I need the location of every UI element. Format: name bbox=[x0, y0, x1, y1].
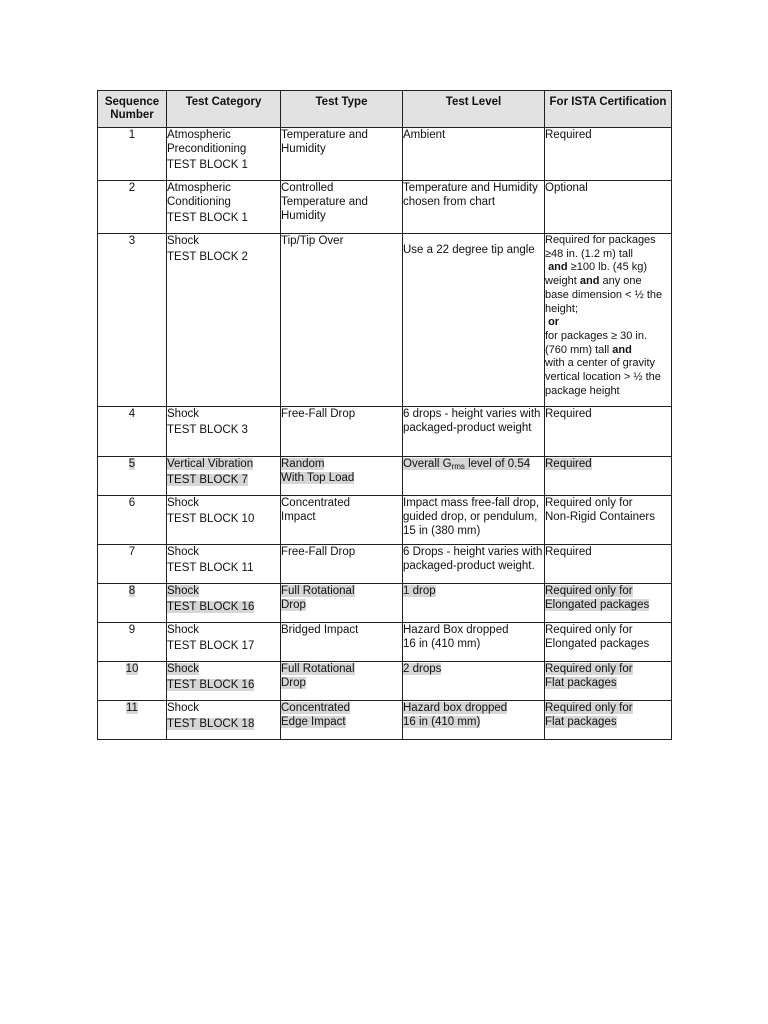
cell-type: Full Rotational Drop bbox=[281, 662, 403, 701]
cell-sequence: 11 bbox=[98, 701, 167, 740]
cell-category: Atmospheric Conditioning TEST BLOCK 1 bbox=[167, 181, 281, 234]
table-row bbox=[98, 496, 672, 545]
cell-certification: Required for packages ≥48 in. (1.2 m) tall and ≥100 lb. (45 kg) weight and any one base dimension < ½ the height; or for packages ≥ 30 in. (760 mm) tall and with a center of gravity vertical location > ½ the package height bbox=[545, 234, 672, 407]
cell-type: Full Rotational Drop bbox=[281, 584, 403, 623]
ista-test-sequence-table bbox=[97, 90, 672, 740]
cell-type: Controlled Temperature and Humidity bbox=[281, 181, 403, 234]
cell-category: Shock TEST BLOCK 10 bbox=[167, 496, 281, 545]
cell-type: Bridged Impact bbox=[281, 623, 403, 662]
cell-certification: Optional bbox=[545, 181, 672, 234]
cell-category: Shock TEST BLOCK 17 bbox=[167, 623, 281, 662]
cell-type: Free-Fall Drop bbox=[281, 545, 403, 584]
cell-type: Tip/Tip Over bbox=[281, 234, 403, 407]
cell-category: Vertical Vibration TEST BLOCK 7 bbox=[167, 457, 281, 496]
cell-sequence: 5 bbox=[98, 457, 167, 496]
header-ista-certification: For ISTA Certification bbox=[545, 91, 672, 128]
table-row bbox=[98, 181, 672, 234]
header-test-category: Test Category bbox=[167, 91, 281, 128]
cell-certification: Required only for Flat packages bbox=[545, 662, 672, 701]
cell-category: Shock TEST BLOCK 16 bbox=[167, 584, 281, 623]
table-row bbox=[98, 234, 672, 407]
table-row bbox=[98, 623, 672, 662]
cell-level: Overall $G_{rms}$ level of 0.54 bbox=[403, 457, 545, 496]
cell-level: Ambient bbox=[403, 128, 545, 181]
table-row bbox=[98, 584, 672, 623]
cell-sequence: 2 bbox=[98, 181, 167, 234]
table-row bbox=[98, 128, 672, 181]
cell-level: 1 drop bbox=[403, 584, 545, 623]
cell-sequence: 7 bbox=[98, 545, 167, 584]
cell-level: 6 drops - height varies with packaged-product weight bbox=[403, 407, 545, 457]
cell-certification: Required only for Non-Rigid Containers bbox=[545, 496, 672, 545]
cell-type: Free-Fall Drop bbox=[281, 407, 403, 457]
cell-type: Temperature and Humidity bbox=[281, 128, 403, 181]
header-sequence-number: Sequence Number bbox=[98, 91, 167, 128]
cell-level: Hazard Box dropped 16 in (410 mm) bbox=[403, 623, 545, 662]
cell-certification: Required only for Flat packages bbox=[545, 701, 672, 740]
cell-level: Impact mass free-fall drop, guided drop, or pendulum, 15 in (380 mm) bbox=[403, 496, 545, 545]
cell-sequence: 4 bbox=[98, 407, 167, 457]
cell-sequence: 1 bbox=[98, 128, 167, 181]
cell-sequence: 3 bbox=[98, 234, 167, 407]
cell-level: Temperature and Humidity chosen from chart bbox=[403, 181, 545, 234]
table-row bbox=[98, 701, 672, 740]
cell-category: Shock TEST BLOCK 11 bbox=[167, 545, 281, 584]
cell-sequence: 8 bbox=[98, 584, 167, 623]
table-header-row bbox=[98, 91, 672, 128]
cell-certification: Required bbox=[545, 545, 672, 584]
cell-sequence: 9 bbox=[98, 623, 167, 662]
header-test-type: Test Type bbox=[281, 91, 403, 128]
cell-type: Concentrated Impact bbox=[281, 496, 403, 545]
cell-type: Random With Top Load bbox=[281, 457, 403, 496]
cell-category: Atmospheric Preconditioning TEST BLOCK 1 bbox=[167, 128, 281, 181]
cell-certification: Required bbox=[545, 457, 672, 496]
cell-type: Concentrated Edge Impact bbox=[281, 701, 403, 740]
cell-category: Shock TEST BLOCK 18 bbox=[167, 701, 281, 740]
cell-level: 2 drops bbox=[403, 662, 545, 701]
cell-certification: Required bbox=[545, 128, 672, 181]
cell-category: Shock TEST BLOCK 3 bbox=[167, 407, 281, 457]
table-row bbox=[98, 662, 672, 701]
cell-level: Use a 22 degree tip angle bbox=[403, 234, 545, 407]
cell-certification: Required only for Elongated packages bbox=[545, 623, 672, 662]
cell-category: Shock TEST BLOCK 16 bbox=[167, 662, 281, 701]
table-row bbox=[98, 457, 672, 496]
cell-certification: Required only for Elongated packages bbox=[545, 584, 672, 623]
cell-certification: Required bbox=[545, 407, 672, 457]
cell-sequence: 10 bbox=[98, 662, 167, 701]
cell-category: Shock TEST BLOCK 2 bbox=[167, 234, 281, 407]
cell-level: Hazard box dropped 16 in (410 mm) bbox=[403, 701, 545, 740]
cell-level: 6 Drops - height varies with packaged-product weight. bbox=[403, 545, 545, 584]
cell-sequence: 6 bbox=[98, 496, 167, 545]
header-test-level: Test Level bbox=[403, 91, 545, 128]
table-row bbox=[98, 407, 672, 457]
table-row bbox=[98, 545, 672, 584]
